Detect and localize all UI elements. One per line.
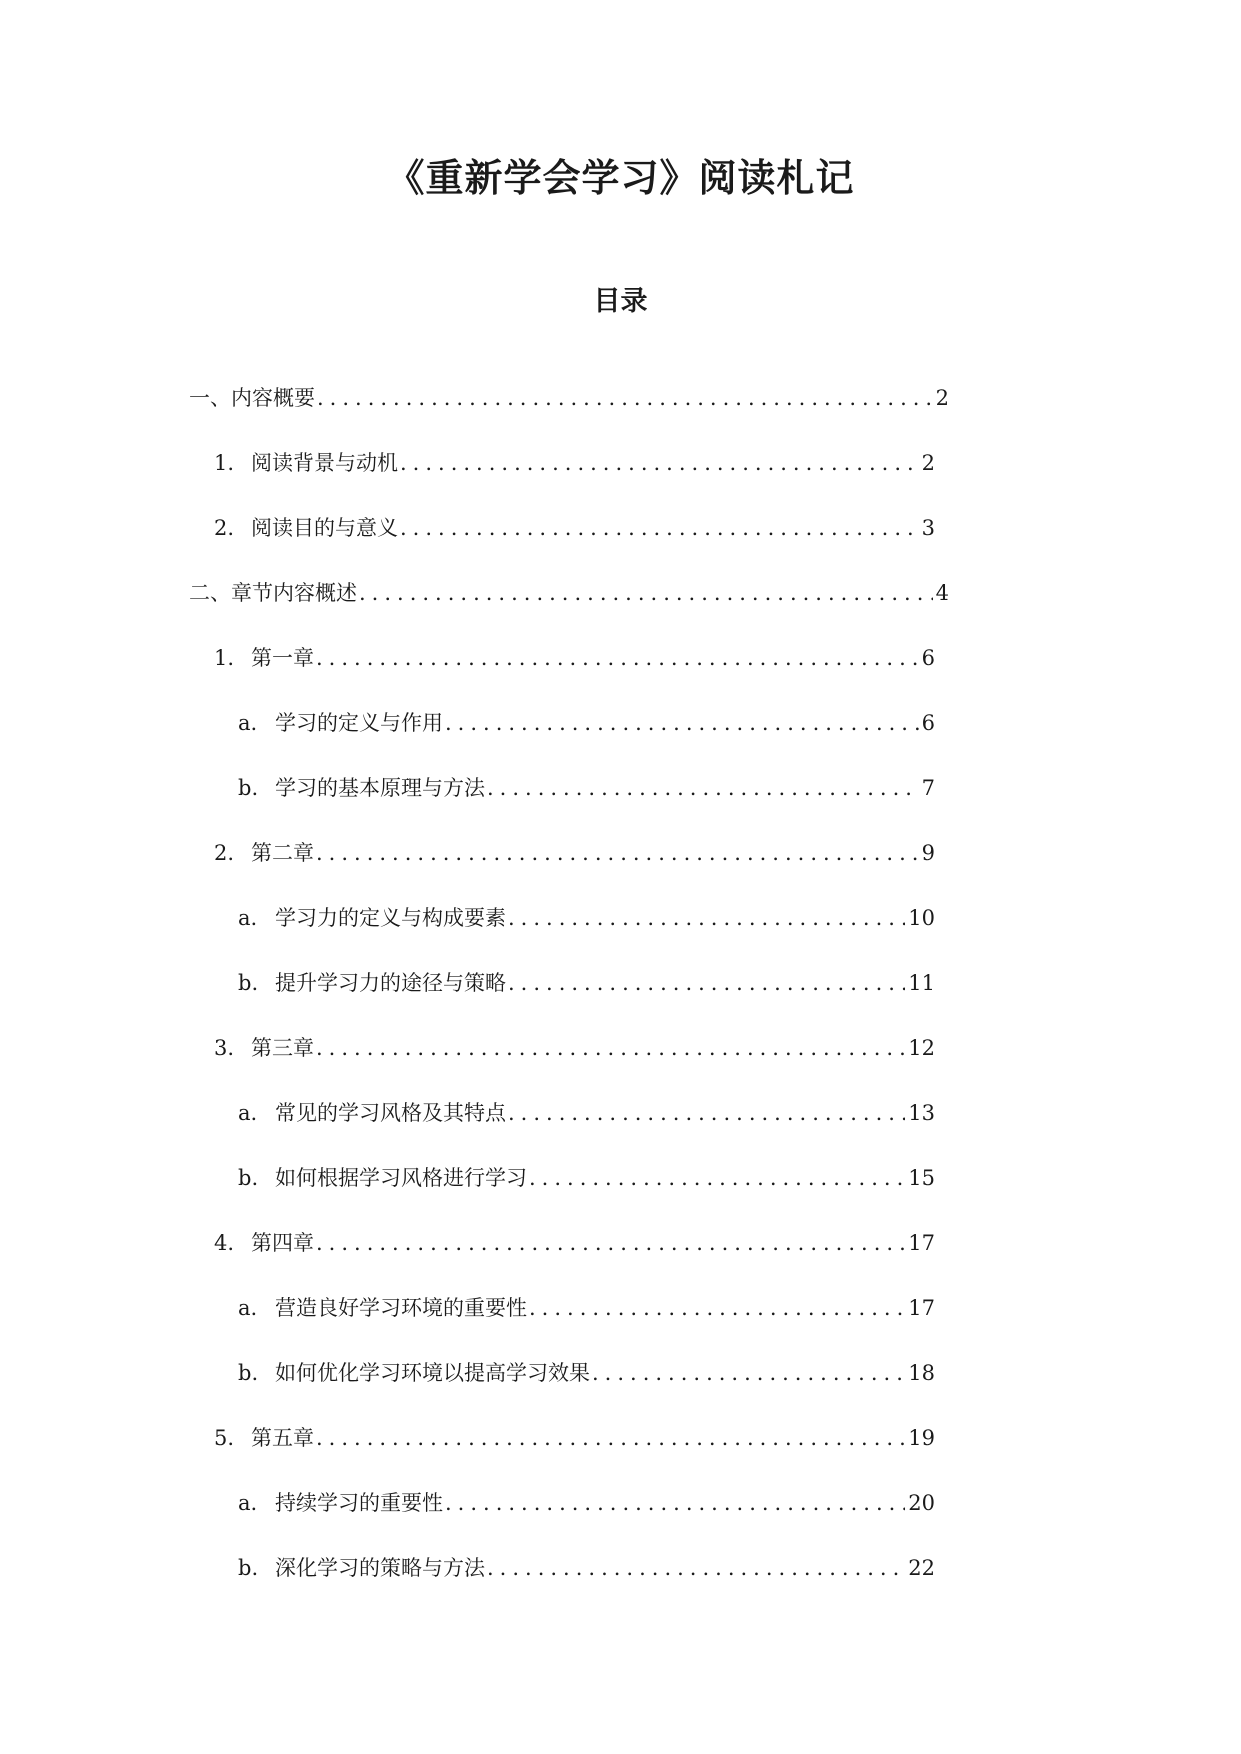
toc-entry-page: 13 [908, 1101, 935, 1125]
toc-entry-number: 2. [214, 516, 235, 540]
toc-entry-page: 11 [908, 971, 935, 995]
table-of-contents [0, 383, 1241, 1618]
toc-entry[interactable] [0, 1163, 935, 1228]
toc-entry-number: b. [238, 1556, 259, 1580]
document-title: 《重新学会学习》阅读札记 [386, 155, 855, 200]
toc-entry[interactable] [0, 578, 949, 643]
toc-entry[interactable] [0, 773, 935, 838]
toc-entry-page: 20 [908, 1491, 935, 1515]
toc-entry-label: 学习的定义与作用 [275, 711, 443, 735]
toc-entry-page: 18 [908, 1361, 935, 1385]
toc-entry-label: 学习的基本原理与方法 [275, 776, 485, 800]
toc-entry[interactable] [0, 1098, 935, 1163]
dot-leader [400, 448, 919, 478]
toc-entry-number: 4. [214, 1231, 235, 1255]
toc-entry[interactable] [0, 1358, 935, 1423]
toc-entry-page: 6 [921, 646, 935, 670]
dot-leader [529, 1163, 905, 1193]
toc-entry-page: 22 [908, 1556, 935, 1580]
dot-leader [508, 903, 905, 933]
toc-entry-label: 如何根据学习风格进行学习 [275, 1166, 527, 1190]
dot-leader [359, 578, 933, 608]
toc-entry-number: a. [238, 711, 258, 735]
toc-entry-number: a. [238, 1491, 258, 1515]
dot-leader [316, 838, 919, 868]
toc-entry-label: 提升学习力的途径与策略 [275, 971, 506, 995]
toc-entry-page: 12 [908, 1036, 935, 1060]
toc-entry[interactable] [0, 1423, 935, 1488]
dot-leader [445, 708, 919, 738]
toc-entry-label: 学习力的定义与构成要素 [275, 906, 506, 930]
toc-entry-number: a. [238, 906, 258, 930]
toc-entry-number: 5. [214, 1426, 235, 1450]
toc-entry-number: b. [238, 1166, 259, 1190]
toc-entry[interactable] [0, 1228, 935, 1293]
toc-entry-page: 17 [908, 1296, 935, 1320]
dot-leader [445, 1488, 905, 1518]
toc-entry-label: 深化学习的策略与方法 [275, 1556, 485, 1580]
dot-leader [508, 968, 905, 998]
toc-heading: 目录 [593, 286, 648, 317]
toc-entry-page: 3 [921, 516, 935, 540]
toc-entry-page: 4 [935, 581, 949, 605]
dot-leader [316, 1423, 905, 1453]
toc-entry-number: a. [238, 1296, 258, 1320]
dot-leader [508, 1098, 905, 1128]
toc-entry[interactable] [0, 448, 935, 513]
toc-entry[interactable] [0, 1553, 935, 1618]
toc-entry-page: 10 [908, 906, 935, 930]
toc-entry-label: 第五章 [251, 1426, 314, 1450]
dot-leader [487, 773, 919, 803]
dot-leader [316, 1033, 905, 1063]
toc-entry-page: 19 [908, 1426, 935, 1450]
toc-entry-label: 阅读背景与动机 [251, 451, 398, 475]
toc-entry-number: 一、 [189, 386, 231, 410]
toc-entry-label: 第一章 [251, 646, 314, 670]
toc-entry-label: 第四章 [251, 1231, 314, 1255]
toc-entry-label: 营造良好学习环境的重要性 [275, 1296, 527, 1320]
dot-leader [529, 1293, 905, 1323]
dot-leader [487, 1553, 905, 1583]
toc-entry-number: 二、 [189, 581, 231, 605]
toc-entry-page: 7 [921, 776, 935, 800]
toc-entry-number: a. [238, 1101, 258, 1125]
toc-entry[interactable] [0, 643, 935, 708]
toc-entry-label: 持续学习的重要性 [275, 1491, 443, 1515]
toc-entry-label: 第三章 [251, 1036, 314, 1060]
toc-entry-page: 2 [935, 386, 949, 410]
toc-entry-number: 3. [214, 1036, 235, 1060]
toc-entry[interactable] [0, 1293, 935, 1358]
toc-entry-number: 2. [214, 841, 235, 865]
dot-leader [400, 513, 919, 543]
toc-entry-page: 6 [921, 711, 935, 735]
toc-entry-page: 17 [908, 1231, 935, 1255]
toc-entry-page: 2 [921, 451, 935, 475]
dot-leader [317, 383, 933, 413]
dot-leader [592, 1358, 905, 1388]
toc-entry[interactable] [0, 1033, 935, 1098]
toc-entry-page: 15 [908, 1166, 935, 1190]
toc-entry-page: 9 [921, 841, 935, 865]
toc-entry-number: b. [238, 1361, 259, 1385]
toc-entry-label: 第二章 [251, 841, 314, 865]
toc-entry[interactable] [0, 383, 949, 448]
toc-entry-number: 1. [214, 451, 235, 475]
toc-entry-label: 内容概要 [231, 386, 315, 410]
toc-entry[interactable] [0, 708, 935, 773]
toc-entry-label: 如何优化学习环境以提高学习效果 [275, 1361, 590, 1385]
toc-entry[interactable] [0, 903, 935, 968]
toc-entry-label: 章节内容概述 [231, 581, 357, 605]
toc-entry-number: b. [238, 971, 259, 995]
toc-entry[interactable] [0, 1488, 935, 1553]
toc-entry[interactable] [0, 968, 935, 1033]
toc-entry-label: 常见的学习风格及其特点 [275, 1101, 506, 1125]
toc-entry-number: 1. [214, 646, 235, 670]
toc-entry[interactable] [0, 838, 935, 903]
toc-entry[interactable] [0, 513, 935, 578]
dot-leader [316, 643, 919, 673]
toc-entry-number: b. [238, 776, 259, 800]
toc-entry-label: 阅读目的与意义 [251, 516, 398, 540]
dot-leader [316, 1228, 905, 1258]
